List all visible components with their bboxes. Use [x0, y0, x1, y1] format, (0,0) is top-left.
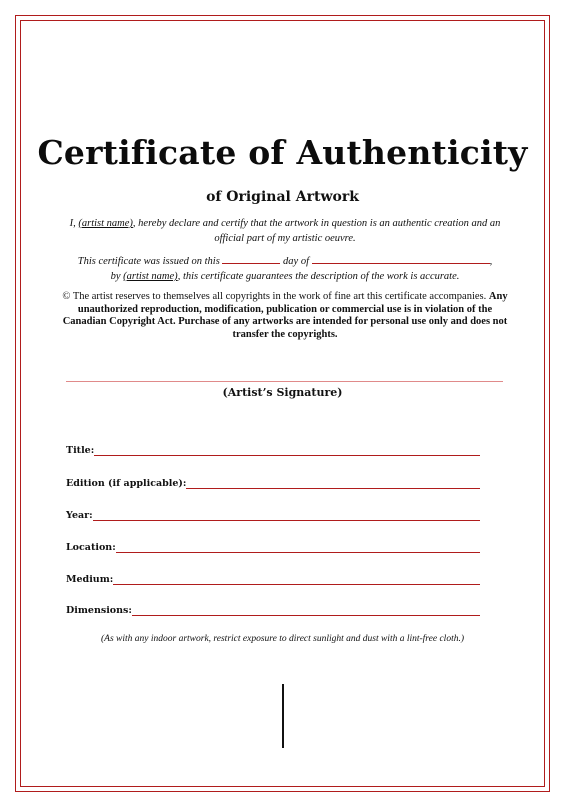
artist-name-placeholder[interactable]: (artist name): [78, 218, 133, 229]
edition-field-line[interactable]: [186, 487, 480, 489]
location-field-label: Location:: [66, 542, 116, 553]
issued-text-5: , this certificate guarantees the description of the work is accurate.: [177, 271, 460, 282]
certificate-title: Certificate of Authenticity: [37, 133, 528, 172]
issued-text-2: day of: [280, 256, 312, 267]
care-note: (As with any indoor artwork, restrict exposure to direct sunlight and dust with a lint-free cloth.): [101, 634, 464, 644]
issue-day-blank[interactable]: [222, 254, 280, 264]
signature-label: (Artist’s Signature): [222, 386, 343, 399]
edition-field[interactable]: [66, 476, 480, 490]
year-field[interactable]: [66, 508, 480, 522]
edition-field-label: Edition (if applicable):: [66, 478, 187, 489]
title-field[interactable]: [66, 443, 480, 457]
copyright-notice: [62, 291, 508, 341]
copyright-normal-text: © The artist reserves to themselves all copyrights in the work of fine art this certificate accompanies.: [62, 291, 489, 302]
declaration-prefix: I,: [69, 218, 79, 229]
issued-text-3: ,: [489, 256, 493, 267]
issued-text-1: This certificate was issued on this: [77, 256, 223, 267]
dimensions-field[interactable]: [66, 603, 480, 617]
signature-line[interactable]: [66, 381, 503, 382]
year-field-line[interactable]: [93, 519, 480, 521]
year-field-label: Year:: [66, 510, 93, 521]
medium-field-label: Medium:: [66, 574, 114, 585]
issued-text-4: by: [110, 271, 124, 282]
title-field-line[interactable]: [94, 454, 480, 456]
declaration-paragraph: [60, 216, 510, 246]
issued-artist-name-placeholder[interactable]: (artist name): [123, 271, 178, 282]
text-cursor-bar: [282, 684, 284, 748]
location-field-line[interactable]: [116, 551, 480, 553]
location-field[interactable]: [66, 540, 480, 554]
dimensions-field-line[interactable]: [132, 614, 480, 616]
copyright-bold-text: Any unauthorized reproduction, modification, publication or commercial use is in violation of the Canadian Copyright Act. Purchase of any artworks are intended for personal use only and does not transfer the copyrights.: [62, 291, 508, 340]
certificate-subtitle: of Original Artwork: [206, 189, 359, 205]
title-field-label: Title:: [66, 445, 95, 456]
medium-field[interactable]: [66, 572, 480, 586]
issue-month-blank[interactable]: [312, 254, 490, 264]
issued-paragraph: [60, 254, 510, 284]
medium-field-line[interactable]: [113, 583, 480, 585]
declaration-suffix: , hereby declare and certify that the artwork in question is an authentic creation and an official part of my artistic oeuvre.: [132, 218, 501, 244]
dimensions-field-label: Dimensions:: [66, 605, 132, 616]
